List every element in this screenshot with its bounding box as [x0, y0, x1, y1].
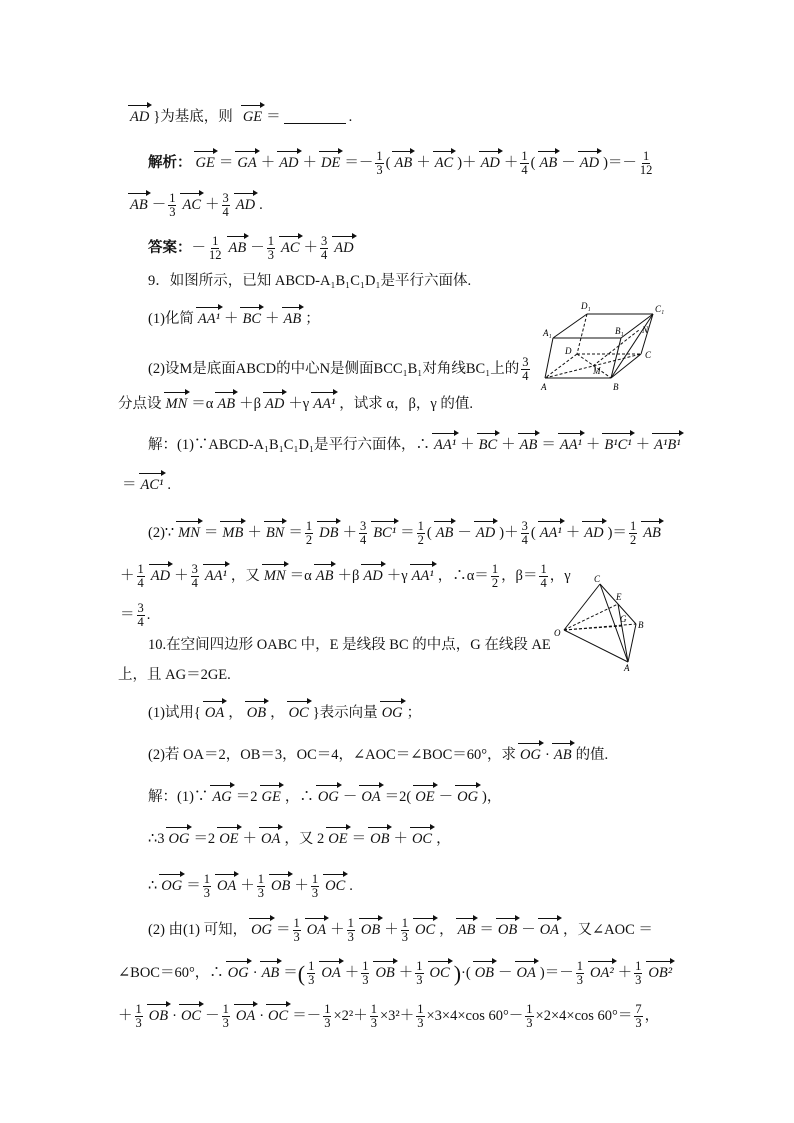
vector: AB: [640, 526, 664, 541]
line-14: [148, 638, 551, 653]
text: ＋: [223, 311, 239, 327]
fraction: $\frac{1}{3}$: [526, 1002, 533, 1031]
vector: OA: [358, 790, 383, 805]
fraction: $\frac{3}{4}$: [521, 519, 528, 548]
vector: OB: [244, 706, 269, 721]
text: ＝: [122, 477, 137, 493]
vector: OG: [158, 879, 185, 894]
vector: AC: [278, 241, 303, 256]
fraction: $\frac{1}{2}$: [305, 519, 313, 548]
right-paren: ): [453, 960, 462, 986]
line-23: [118, 1003, 659, 1030]
parallelepiped-figure: [535, 296, 675, 396]
text: .: [349, 878, 353, 895]
vector: OA: [258, 832, 283, 847]
vector: OA: [214, 879, 239, 894]
fraction: $\frac{1}{2}$: [629, 519, 637, 548]
fraction: $\frac{1}{12}$: [639, 149, 653, 178]
line-21: [148, 917, 653, 944]
text: ＋: [344, 965, 360, 982]
fraction: $\frac{1}{3}$: [376, 149, 383, 178]
text: ＝: [288, 525, 303, 542]
vector: AB: [537, 156, 561, 171]
fraction: $\frac{1}{2}$: [417, 519, 424, 548]
text: ＋: [384, 922, 399, 939]
text: －: [521, 922, 536, 939]
text: ，: [439, 922, 454, 939]
vector: OB: [495, 923, 520, 938]
vector: AC: [432, 156, 457, 171]
text: ＝: [400, 525, 415, 542]
fraction: $\frac{1}{3}$: [308, 959, 315, 988]
text: ＋: [118, 1008, 133, 1025]
text: ；: [406, 705, 422, 721]
text: ，: [270, 705, 285, 721]
vector: AB: [391, 156, 415, 171]
line-20: [148, 873, 353, 900]
vector: AD: [581, 526, 606, 541]
text: ∴3: [148, 831, 165, 847]
text: ＋: [240, 878, 255, 895]
vector: MB: [219, 526, 246, 541]
fraction: $\frac{1}{3}$: [635, 959, 642, 988]
text: ＋: [416, 155, 431, 172]
fraction: $\frac{1}{3}$: [324, 1002, 331, 1031]
vector: OE: [216, 832, 241, 847]
vector: OA: [514, 966, 539, 981]
fraction: $\frac{3}{4}$: [191, 562, 198, 591]
text: ＋: [503, 155, 519, 172]
vector: OG: [517, 748, 544, 763]
vector: BC¹: [370, 526, 399, 541]
line-18: [148, 790, 501, 805]
label-A: A: [541, 382, 547, 392]
label-N: N: [642, 325, 649, 335]
vector: OC: [409, 832, 435, 847]
text: －: [250, 240, 265, 257]
text: ＝: [276, 922, 291, 939]
line-16: [148, 706, 421, 721]
vector: DE: [318, 156, 343, 171]
text: ＝α: [191, 396, 214, 412]
vector: BC: [239, 312, 264, 327]
text: ×2×4×cos 60°＝: [535, 1008, 633, 1025]
fraction: $\frac{3}{4}$: [222, 191, 229, 220]
vector: AB: [127, 198, 151, 213]
text: ·(: [461, 965, 471, 982]
vector: AB: [551, 748, 575, 763]
vector: AB: [259, 966, 283, 981]
vector: DB: [316, 526, 341, 541]
text: ＋: [393, 831, 408, 847]
text: ＋: [265, 311, 280, 327]
fraction: $\frac{1}{3}$: [401, 916, 408, 945]
text: .: [146, 607, 151, 624]
text: ，试求 α，β，γ 的值.: [339, 396, 474, 412]
vector: MN: [163, 397, 191, 412]
analysis-label: 解析：: [148, 155, 192, 172]
text: ，γ: [549, 568, 571, 585]
vector: OB: [367, 832, 392, 847]
text: ＋: [302, 155, 318, 172]
text: ＋γ: [288, 396, 310, 412]
fraction: $\frac{1}{4}$: [540, 562, 547, 591]
vector: OG: [454, 790, 481, 805]
text: }为基底，则: [153, 109, 233, 125]
text: ＝－: [344, 155, 374, 172]
fraction: $\frac{1}{3}$: [222, 1002, 229, 1031]
vector: BC: [476, 438, 501, 453]
text: (2)若 OA＝2，OB＝3，OC＝4，∠AOC＝∠BOC＝60°，求: [148, 747, 517, 763]
vector: AD: [331, 241, 356, 256]
vector: AD: [577, 156, 602, 171]
vector: BN: [263, 526, 288, 541]
line-10: [122, 478, 171, 493]
vector: AA¹: [557, 438, 585, 453]
text: ；: [305, 311, 320, 327]
label-A1: A₁: [543, 328, 552, 338]
vector: AB: [313, 569, 337, 584]
fraction: $\frac{3}{4}$: [137, 601, 144, 630]
vector: OC: [265, 1009, 291, 1024]
fraction: $\frac{1}{3}$: [293, 916, 300, 945]
text: ＝α: [289, 568, 312, 585]
vector: AC: [179, 198, 204, 213]
text: －: [191, 240, 206, 257]
text: (: [426, 525, 432, 542]
text: ，: [228, 705, 243, 721]
vector: AD: [360, 569, 385, 584]
answer-blank: [284, 111, 346, 124]
vector: B¹C¹: [601, 438, 634, 453]
text: )＝－: [603, 155, 637, 172]
vector: OG: [165, 832, 192, 847]
text: －: [151, 197, 167, 214]
text: ＝2: [235, 789, 258, 805]
text: ，: [436, 831, 451, 847]
vector: AD: [148, 569, 173, 584]
line-4: [148, 235, 358, 262]
label-M: M: [593, 366, 601, 376]
text: ×2²＋: [333, 1008, 368, 1025]
fraction: $\frac{1}{3}$: [135, 1002, 142, 1031]
fraction: $\frac{1}{3}$: [267, 234, 274, 263]
vector: OB: [358, 923, 383, 938]
text: －: [457, 525, 472, 542]
text: ＝: [266, 109, 281, 125]
text: ＋: [303, 240, 318, 257]
text: 分点设: [118, 396, 162, 412]
text: ·: [252, 965, 258, 982]
text: .: [259, 197, 263, 214]
fraction: $\frac{3}{4}$: [359, 519, 367, 548]
vector: OB²: [645, 966, 675, 981]
text: ＋: [174, 568, 189, 585]
text: )＝－: [539, 965, 574, 982]
vector: OC: [322, 879, 348, 894]
line-17: [148, 748, 608, 763]
text: －: [342, 789, 358, 805]
vector: A¹B¹: [651, 438, 683, 453]
line-19: [148, 832, 451, 847]
line-9: [148, 438, 685, 453]
text: ＋: [330, 922, 345, 939]
vector: GA: [234, 156, 259, 171]
vector: OE: [325, 832, 350, 847]
vector: OG: [248, 923, 275, 938]
label-D1: D₁: [581, 301, 591, 311]
fraction: $\frac{1}{4}$: [521, 149, 528, 178]
line-3: [126, 192, 263, 219]
text: 上，且 AG＝2GE.: [118, 667, 231, 683]
line-1: [126, 110, 352, 125]
text: ＋: [617, 965, 633, 982]
text: ＋: [205, 197, 220, 214]
fraction: $\frac{1}{3}$: [347, 916, 354, 945]
fraction: $\frac{7}{3}$: [635, 1002, 642, 1031]
vector: AB: [226, 241, 250, 256]
vector: AA¹: [195, 312, 223, 327]
text: ∠BOC＝60°，∴: [118, 965, 224, 982]
text: ·: [259, 1008, 265, 1025]
vector: OA²: [587, 966, 617, 981]
vector: OC: [178, 1009, 204, 1024]
fraction: $\frac{1}{3}$: [169, 191, 176, 220]
fraction: $\frac{1}{3}$: [370, 1002, 377, 1031]
text: ·: [545, 747, 550, 763]
vector: AB: [455, 923, 479, 938]
vector: AA¹: [202, 569, 230, 584]
vector: GE: [259, 790, 284, 805]
text: ＋: [585, 437, 601, 453]
text: －: [561, 155, 576, 172]
label-C2: C: [594, 574, 601, 584]
problem-10-title: 10.在空间四边形 OABC 中，E 是线段 BC 的中点，G 在线段 AE: [148, 637, 551, 653]
vector: OB: [472, 966, 497, 981]
text: 解：(1)∵ABCD-A₁B₁C₁D₁是平行六面体，∴: [148, 437, 431, 453]
vector: OB: [146, 1009, 171, 1024]
text: .: [167, 477, 172, 493]
fraction: $\frac{1}{3}$: [203, 872, 210, 901]
fraction: $\frac{1}{3}$: [257, 872, 265, 901]
text: ＝: [541, 437, 556, 453]
fraction: $\frac{1}{4}$: [137, 562, 144, 591]
vector: OC: [286, 706, 312, 721]
text: ＝2(: [384, 789, 412, 805]
text: ，又: [230, 568, 260, 585]
fraction: $\frac{1}{3}$: [362, 959, 369, 988]
text: ，∴α＝: [437, 568, 489, 585]
vector: AD: [473, 526, 498, 541]
line-15: [118, 668, 231, 683]
label-B1: B₁: [615, 326, 624, 336]
text: ＋: [247, 525, 262, 542]
fraction: $\frac{1}{2}$: [491, 562, 499, 591]
vector: OA: [304, 923, 329, 938]
line-12: [120, 563, 571, 590]
vector: AA¹: [409, 569, 437, 584]
text: (2)设M是底面ABCD的中心N是侧面BCC₁B₁对角线BC₁上的: [148, 361, 520, 378]
text: ＋β: [337, 568, 360, 585]
text: 的值.: [575, 747, 609, 763]
vector: AC¹: [138, 478, 167, 493]
text: ＝: [203, 525, 219, 542]
vector: AG: [209, 790, 234, 805]
line-6: [148, 312, 320, 327]
text: ＋: [120, 568, 135, 585]
text: )＋: [457, 155, 477, 172]
vector: AA¹: [431, 438, 459, 453]
line-13: [120, 602, 150, 629]
vector: OA: [233, 1009, 258, 1024]
vector: OA: [202, 706, 227, 721]
text: ＝2: [193, 831, 216, 847]
vector: AB: [433, 526, 457, 541]
text: ×3×4×cos 60°－: [426, 1008, 524, 1025]
text: ＝: [120, 607, 135, 624]
label-B2: B: [638, 620, 644, 630]
vector: OE: [412, 790, 437, 805]
label-C1: C₁: [655, 304, 665, 314]
text: ＝: [186, 878, 201, 895]
text: }表示向量: [312, 705, 378, 721]
text: ，又∠AOC ＝: [563, 922, 653, 939]
text: ，: [644, 1008, 660, 1025]
text: (1)化简: [148, 311, 194, 327]
label-G: G: [620, 614, 627, 624]
text: (2) 由(1) 可知，: [148, 922, 248, 939]
vector: MN: [175, 526, 203, 541]
vector: GE: [193, 156, 218, 171]
line-2: [148, 150, 655, 177]
text: (: [530, 525, 536, 542]
text: ，β＝: [501, 568, 538, 585]
text: (2)∵: [148, 525, 175, 542]
fraction: $\frac{3}{4}$: [321, 234, 328, 263]
vector: AB: [517, 438, 541, 453]
text: ＋: [635, 437, 651, 453]
vector: AD: [276, 156, 301, 171]
vector: AD: [478, 156, 503, 171]
text: ＋: [565, 525, 581, 542]
label-E: E: [616, 592, 622, 602]
text: ＝－: [292, 1008, 322, 1025]
vector: AB: [281, 312, 305, 327]
problem-9-title: 9．如图所示，已知 ABCD-A₁B₁C₁D₁是平行六面体.: [148, 273, 472, 289]
vector: OB: [372, 966, 397, 981]
text: ＋: [242, 831, 258, 847]
text: .: [348, 109, 353, 125]
text: ×3²＋: [379, 1008, 415, 1025]
fraction: $\frac{1}{3}$: [416, 959, 423, 988]
text: ＋: [294, 878, 309, 895]
vector: AD: [127, 110, 152, 125]
label-B: B: [613, 382, 619, 392]
fraction: $\frac{1}{3}$: [311, 872, 319, 901]
text: ＋: [342, 525, 357, 542]
text: )，: [482, 789, 502, 805]
text: ＋: [398, 965, 414, 982]
text: ∴: [148, 878, 158, 895]
vector: OG: [225, 966, 252, 981]
vector: OG: [379, 706, 406, 721]
text: ＝: [283, 965, 298, 982]
label-D: D: [565, 346, 572, 356]
text: ＝: [218, 155, 234, 172]
line-5: [148, 274, 471, 289]
vector: AA¹: [537, 526, 565, 541]
text: (1)试用{: [148, 705, 201, 721]
text: －: [205, 1008, 220, 1025]
text: ＝: [351, 831, 367, 847]
text: (: [385, 155, 391, 172]
text: )＋: [499, 525, 519, 542]
text: ＝: [479, 922, 494, 939]
text: ·: [172, 1008, 177, 1025]
vector: AA¹: [310, 397, 338, 412]
label-C: C: [645, 350, 652, 360]
vector: OB: [268, 879, 293, 894]
text: )＝: [607, 525, 627, 542]
text: ＋: [501, 437, 516, 453]
vector: MN: [261, 569, 289, 584]
line-11: [148, 520, 665, 547]
fraction: $\frac{1}{3}$: [576, 959, 583, 988]
text: ＋β: [239, 396, 261, 412]
left-paren: (: [297, 960, 306, 986]
fraction: $\frac{3}{4}$: [522, 355, 529, 384]
text: 解：(1)∵: [148, 789, 209, 805]
fraction: $\frac{1}{12}$: [209, 234, 222, 263]
label-A2: A: [624, 663, 630, 672]
vector: GE: [240, 110, 265, 125]
vector: OC: [427, 966, 453, 981]
text: ，∴: [284, 789, 314, 805]
fraction: $\frac{1}{3}$: [417, 1002, 424, 1031]
answer-label: 答案：: [148, 240, 192, 257]
text: ，又 2: [284, 831, 325, 847]
vector: OG: [315, 790, 342, 805]
label-O: O: [554, 628, 561, 638]
tetrahedron-figure: [552, 572, 662, 672]
text: (: [530, 155, 536, 172]
vector: AB: [214, 397, 238, 412]
line-7: [148, 356, 532, 383]
text: ＋: [260, 155, 276, 172]
vector: OA: [318, 966, 343, 981]
vector: AD: [233, 198, 258, 213]
text: ＋γ: [386, 568, 408, 585]
text: －: [498, 965, 513, 982]
vector: OA: [537, 923, 562, 938]
line-8: [118, 397, 473, 412]
vector: OC: [412, 923, 438, 938]
vector: AD: [262, 397, 287, 412]
text: ＋: [460, 437, 475, 453]
line-22: [118, 960, 676, 987]
text: －: [438, 789, 454, 805]
